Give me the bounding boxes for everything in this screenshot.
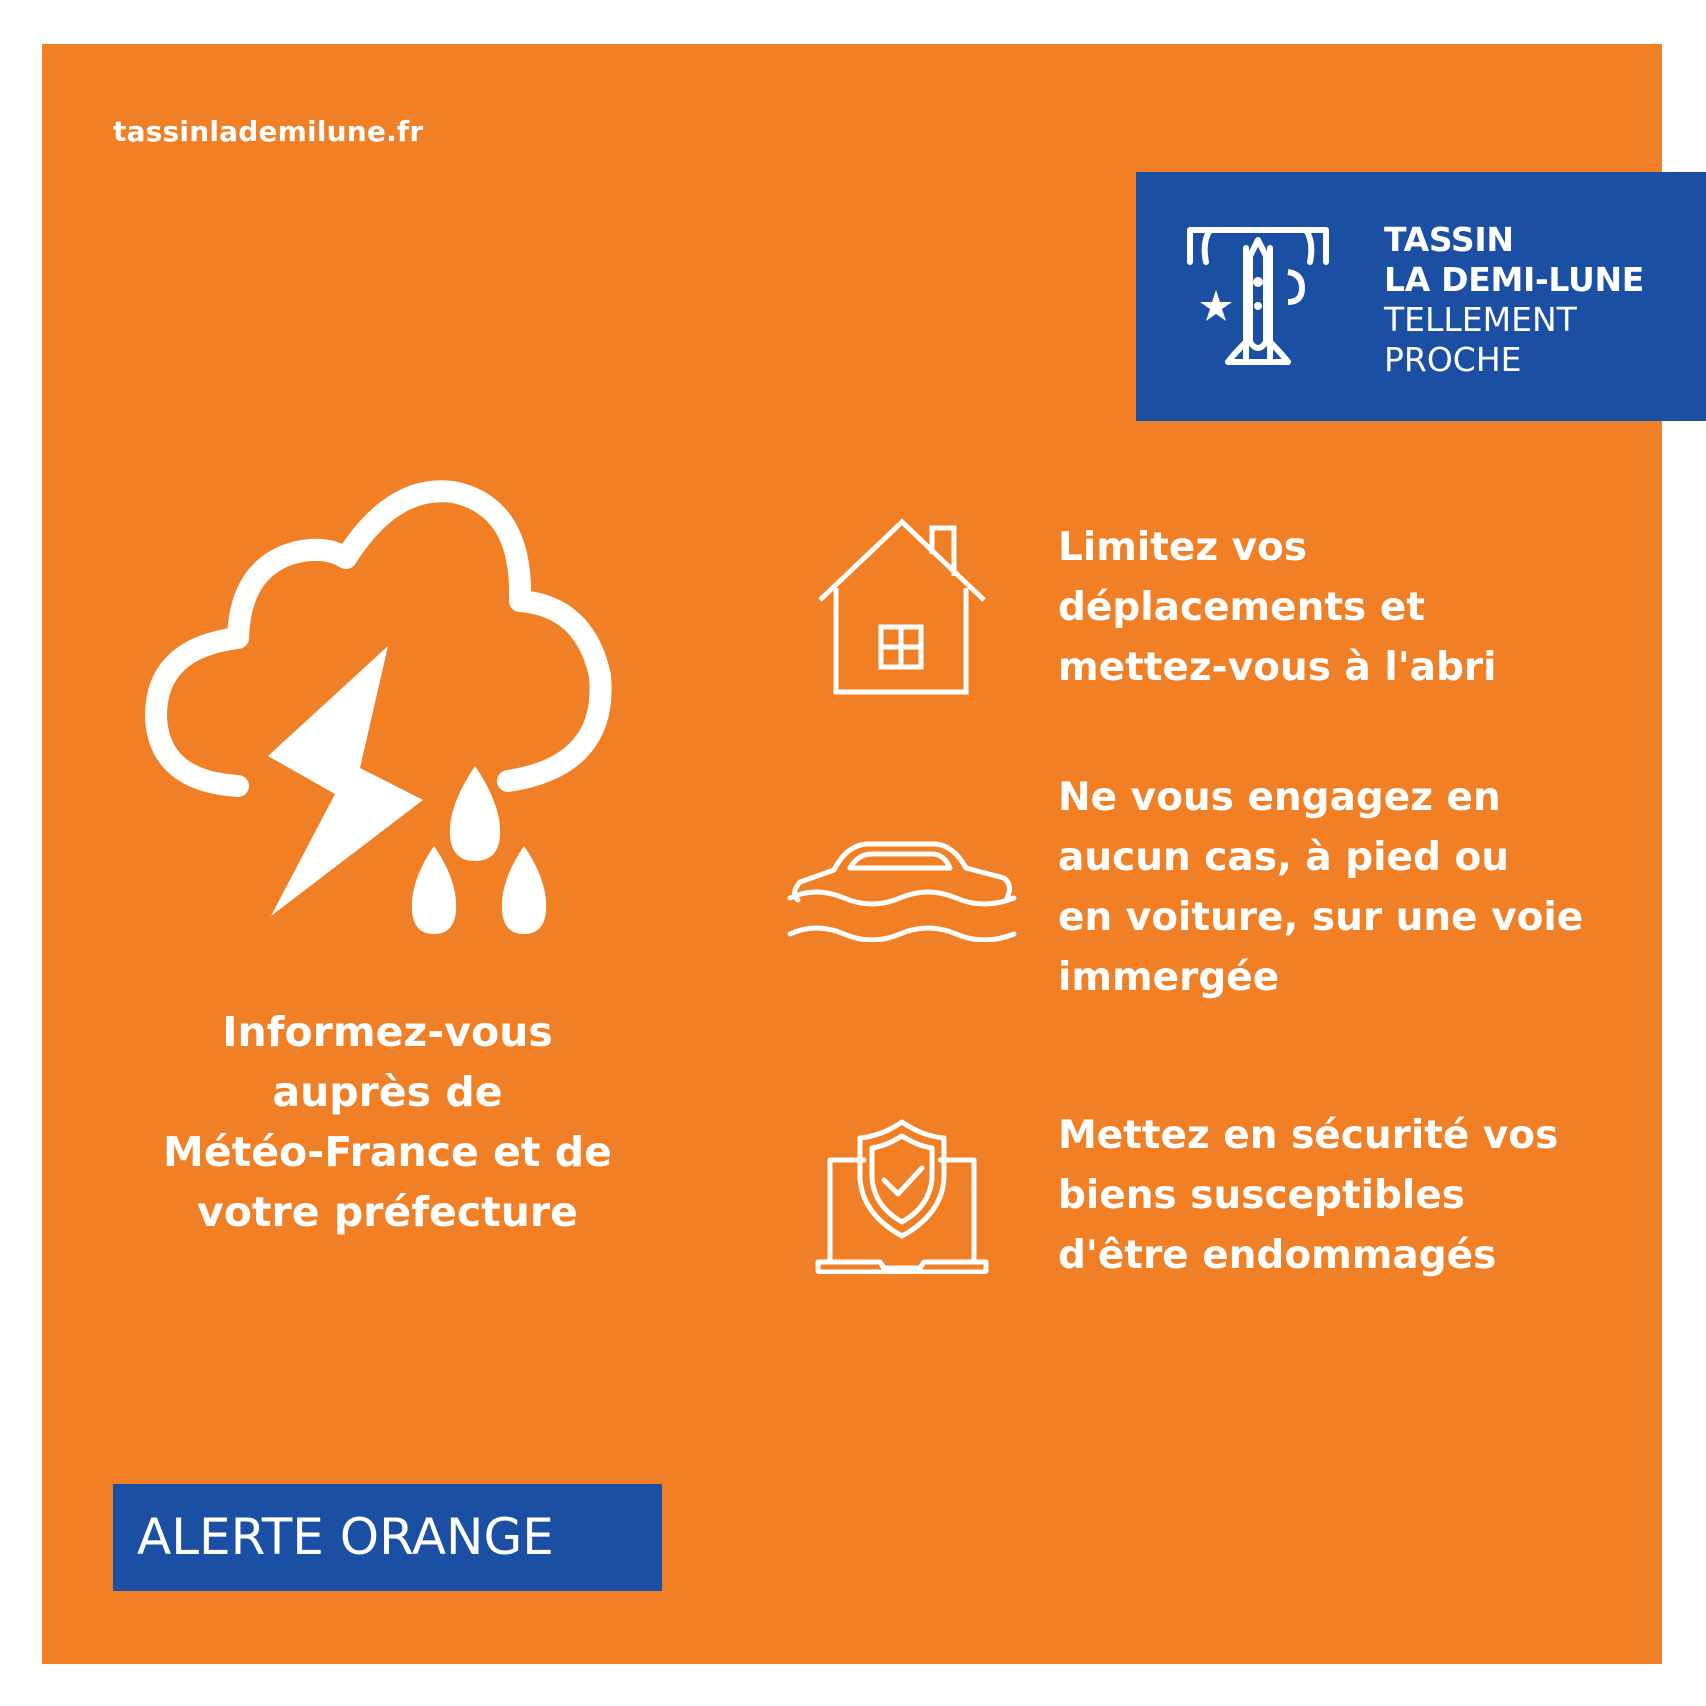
logo-wordmark xyxy=(1384,220,1644,380)
advice-2-line-2: aucun cas, à pied ou xyxy=(1058,835,1510,880)
logo-line-3: TELLEMENT xyxy=(1384,300,1577,339)
logo-line-4: PROCHE xyxy=(1384,340,1522,379)
advice-1-line-2: déplacements et xyxy=(1058,585,1425,630)
info-message xyxy=(110,1002,665,1242)
advice-item-flooded-roads xyxy=(1058,768,1583,1008)
advice-2-line-1: Ne vous engagez en xyxy=(1058,775,1501,820)
info-line-3: Météo-France et de xyxy=(163,1128,612,1176)
storm-cloud-icon xyxy=(138,476,638,946)
city-logo xyxy=(1136,172,1706,421)
info-line-2: auprès de xyxy=(272,1068,503,1116)
flooded-car-icon xyxy=(786,838,1018,942)
logo-line-2: LA DEMI-LUNE xyxy=(1384,260,1645,299)
advice-3-line-3: d'être endommagés xyxy=(1058,1233,1497,1278)
advice-item-secure-property xyxy=(1058,1106,1558,1286)
house-icon xyxy=(816,518,988,696)
shield-laptop-icon xyxy=(814,1118,990,1274)
website-url: tassinlademilune.fr xyxy=(113,115,424,148)
alert-level-badge: ALERTE ORANGE xyxy=(113,1484,662,1591)
advice-2-line-4: immergée xyxy=(1058,955,1280,1000)
advice-1-line-1: Limitez vos xyxy=(1058,525,1308,570)
tassin-logo-mark xyxy=(1184,222,1332,372)
advice-1-line-3: mettez-vous à l'abri xyxy=(1058,645,1497,690)
info-line-1: Informez-vous xyxy=(222,1008,553,1056)
advice-2-line-3: en voiture, sur une voie xyxy=(1058,895,1584,940)
advice-3-line-2: biens susceptibles xyxy=(1058,1173,1465,1218)
advice-item-shelter xyxy=(1058,518,1497,698)
info-line-4: votre préfecture xyxy=(197,1188,578,1236)
logo-line-1: TASSIN xyxy=(1384,220,1514,259)
advice-3-line-1: Mettez en sécurité vos xyxy=(1058,1113,1559,1158)
